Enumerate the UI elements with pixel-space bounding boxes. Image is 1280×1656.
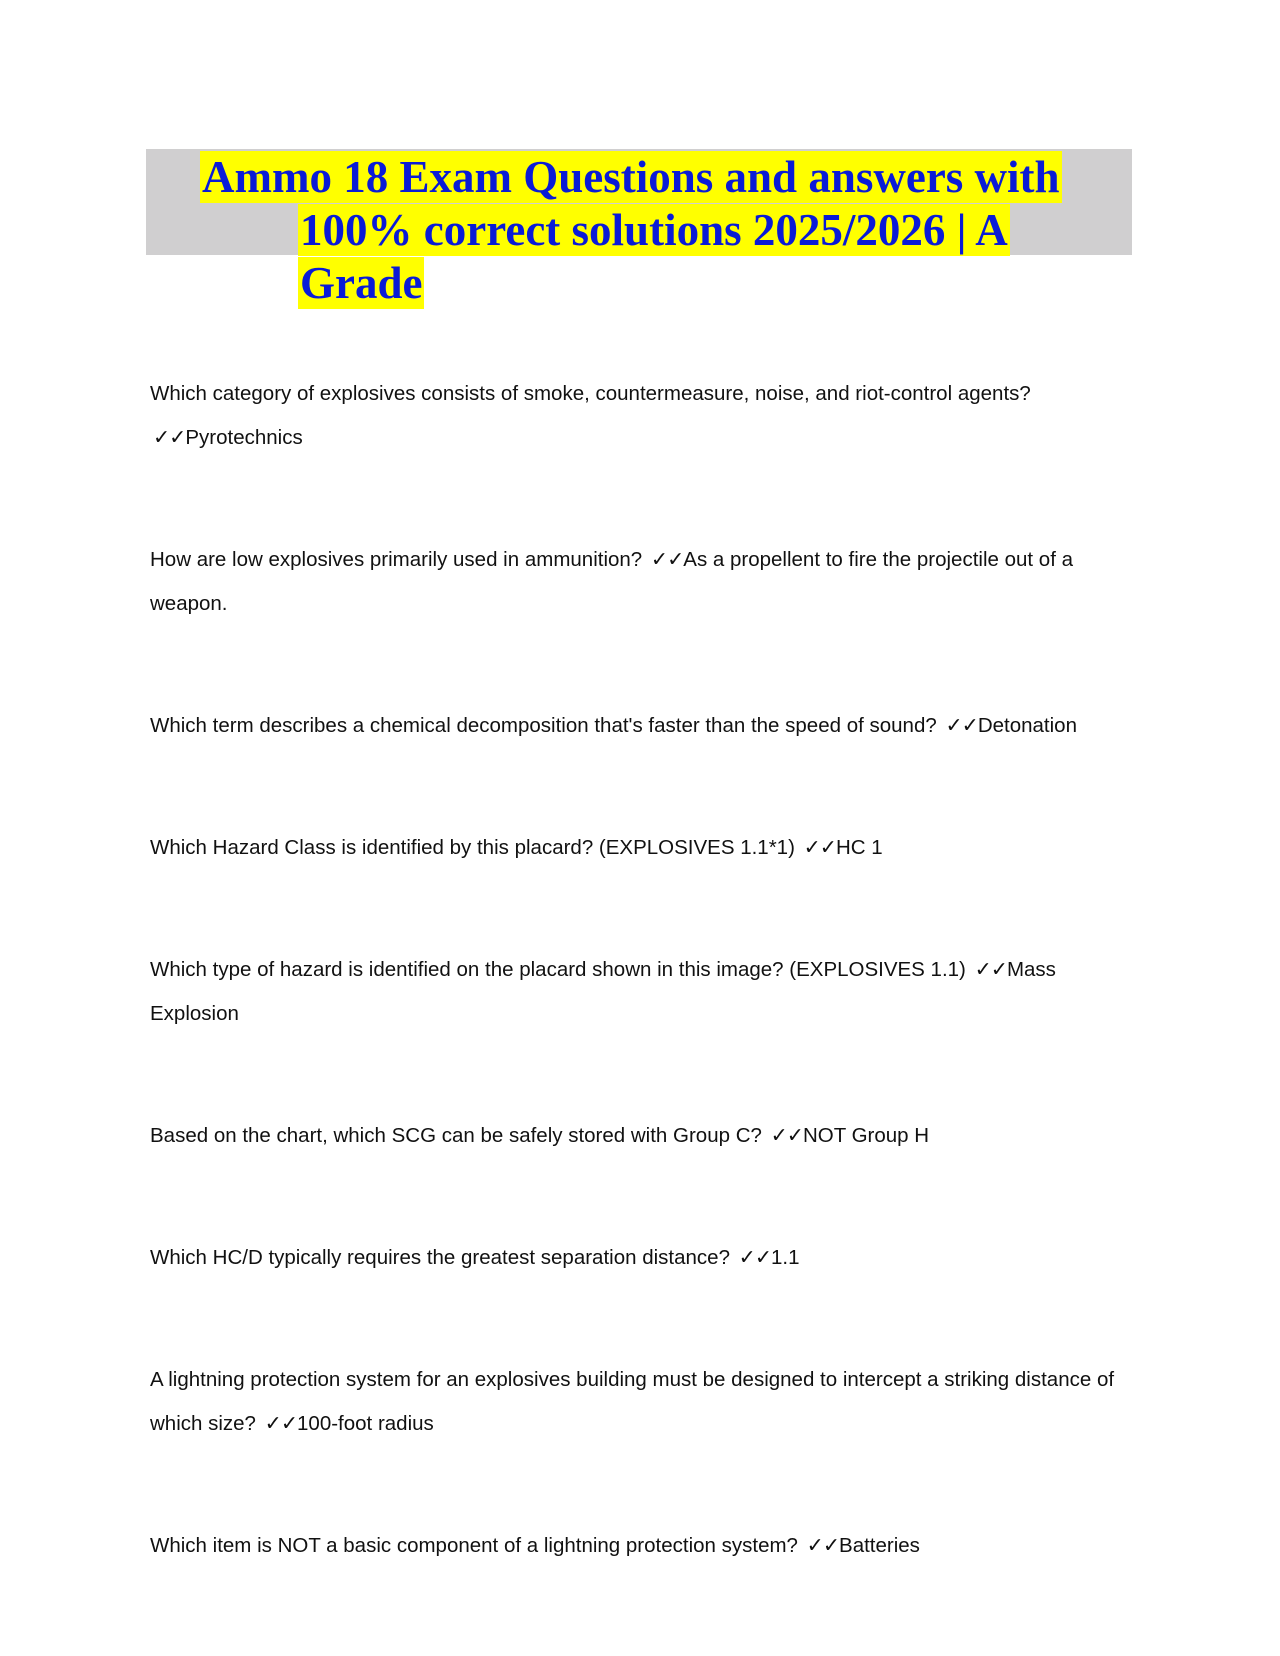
qa-item [150, 1236, 1140, 1280]
document-title-line-2: 100% correct solutions 2025/2026 | A [300, 205, 1008, 255]
qa-list [150, 372, 1140, 1568]
check-mark-icon: ✓✓ [264, 1412, 298, 1435]
check-mark-icon: ✓✓ [803, 836, 836, 859]
answer-text: NOT Group H [802, 1124, 930, 1147]
qa-item [150, 1114, 1140, 1158]
document-title-line-3: Grade [300, 258, 423, 308]
question-text: Which type of hazard is identified on the placard shown in this image? (EXPLOSIVES 1.1) [150, 958, 966, 981]
check-mark-icon: ✓✓ [945, 714, 978, 737]
answer-text: HC 1 [835, 836, 883, 859]
answer-text: Mass Explosion [150, 958, 1056, 1025]
qa-item [150, 704, 1140, 748]
answer-text: 100-foot radius [297, 1412, 434, 1435]
question-text: Which term describes a chemical decomposition that's faster than the speed of sound? [150, 714, 937, 737]
question-text: Which item is NOT a basic component of a lightning protection system? [150, 1534, 798, 1557]
qa-item [150, 948, 1140, 1036]
check-mark-icon: ✓✓ [738, 1246, 772, 1269]
answer-text: Detonation [977, 714, 1077, 737]
check-mark-icon: ✓✓ [650, 548, 684, 571]
qa-item [150, 538, 1140, 626]
qa-item [150, 372, 1140, 460]
check-mark-icon: ✓✓ [153, 426, 186, 449]
answer-text: 1.1 [771, 1246, 800, 1269]
question-text: Based on the chart, which SCG can be safely stored with Group C? [150, 1124, 762, 1147]
question-text: Which Hazard Class is identified by this placard? (EXPLOSIVES 1.1*1) [150, 836, 795, 859]
answer-text: As a propellent to fire the projectile out of a weapon. [150, 548, 1073, 615]
answer-text: Batteries [839, 1534, 920, 1557]
answer-text: Pyrotechnics [185, 426, 303, 449]
qa-item [150, 826, 1140, 870]
question-text: How are low explosives primarily used in ammunition? [150, 548, 643, 571]
document-title-line-1: Ammo 18 Exam Questions and answers with [202, 152, 1060, 202]
question-text: A lightning protection system for an explosives building must be designed to intercept a striking distance of which size? [150, 1368, 1115, 1435]
check-mark-icon: ✓✓ [770, 1124, 803, 1147]
question-text: Which HC/D typically requires the greatest separation distance? [150, 1246, 730, 1269]
check-mark-icon: ✓✓ [974, 958, 1007, 981]
question-text: Which category of explosives consists of smoke, countermeasure, noise, and riot-control agents? [150, 382, 1031, 405]
qa-item [150, 1524, 1140, 1568]
check-mark-icon: ✓✓ [806, 1534, 840, 1557]
qa-item [150, 1358, 1140, 1446]
